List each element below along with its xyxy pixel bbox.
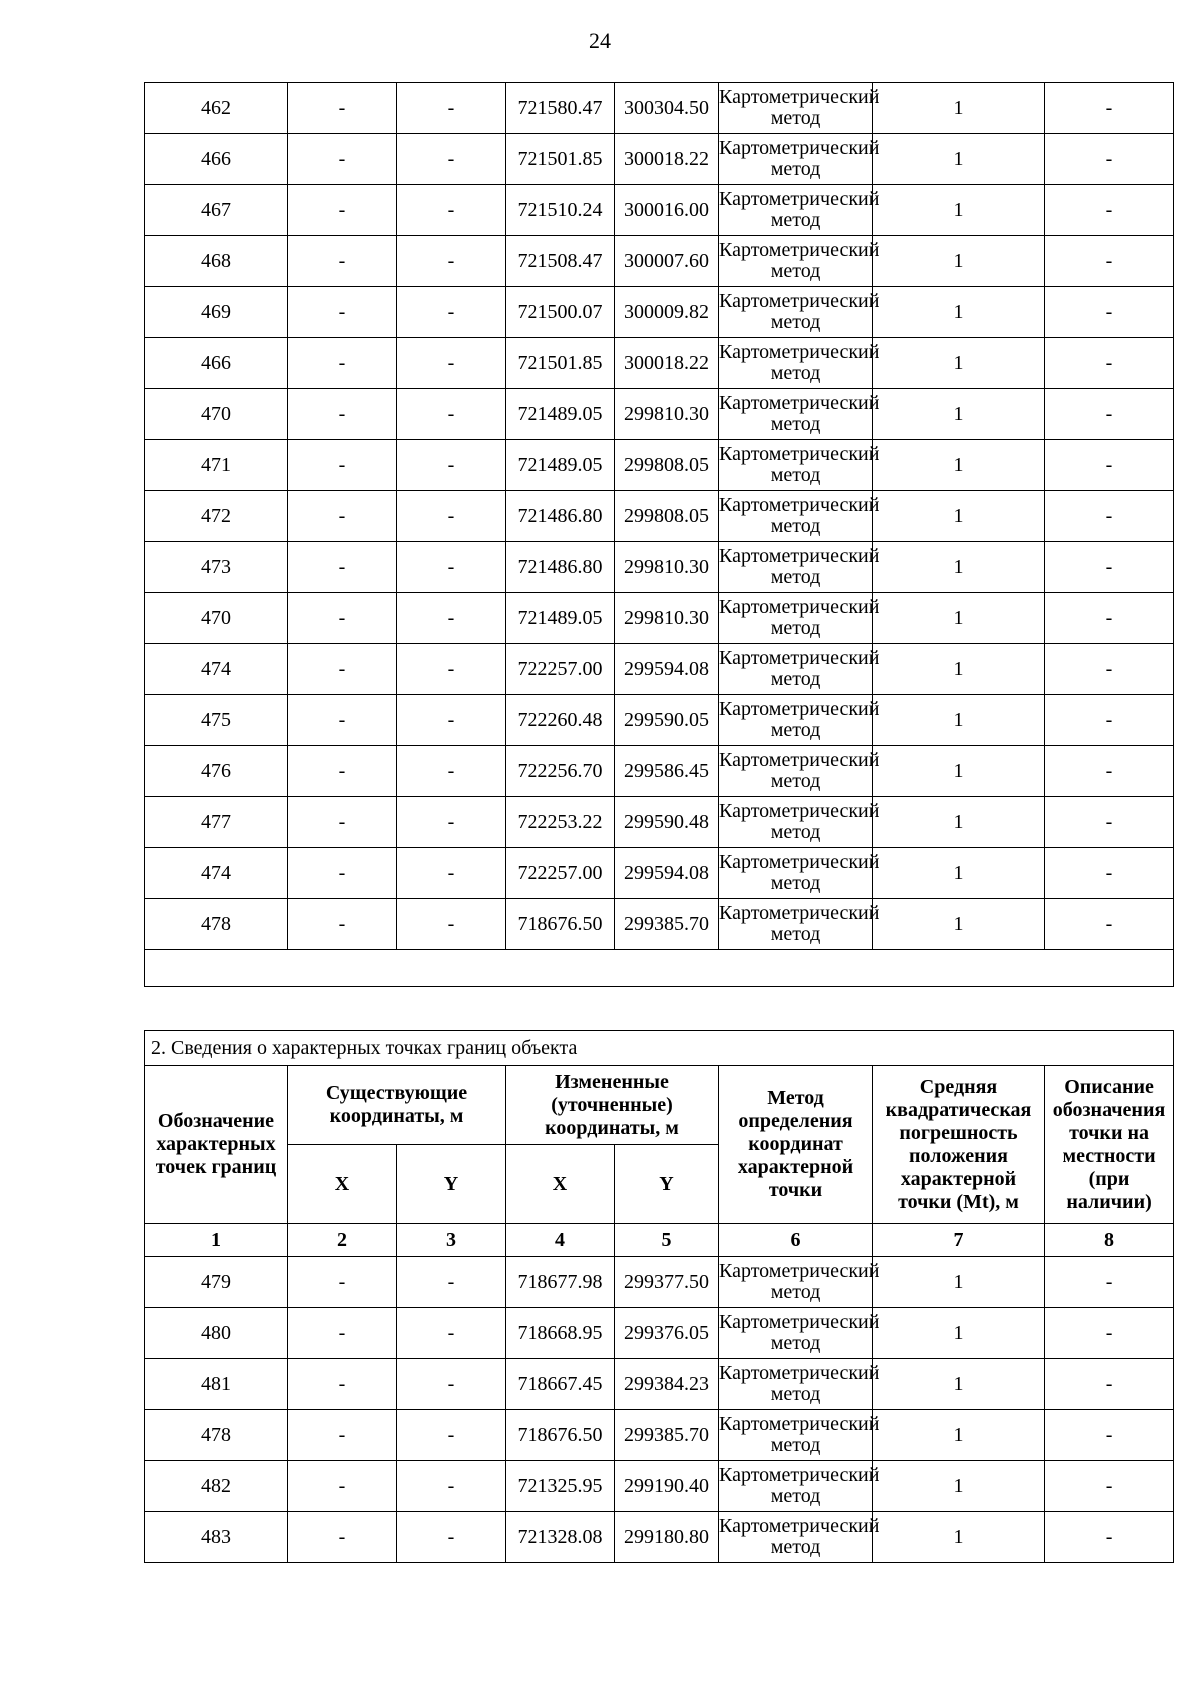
table-row [145,1257,1174,1308]
description-cell: - [1045,83,1174,134]
error-cell: 1 [873,1257,1045,1308]
page-number: 24 [589,28,611,53]
point-id-cell: 479 [145,1257,288,1308]
existing-x-cell: - [288,695,397,746]
point-id-cell: 483 [145,1512,288,1563]
point-id-cell: 478 [145,899,288,950]
point-id-cell: 478 [145,1410,288,1461]
point-id-cell: 470 [145,593,288,644]
changed-y-cell: 300007.60 [615,236,719,287]
table-row [145,797,1174,848]
existing-y-cell: - [397,491,506,542]
error-cell: 1 [873,440,1045,491]
header-error: Средняя квадратическая погрешность положения характерной точки (Mt), м [873,1066,1045,1224]
changed-x-cell: 722253.22 [506,797,615,848]
existing-y-cell: - [397,542,506,593]
error-cell: 1 [873,287,1045,338]
changed-y-cell: 299190.40 [615,1461,719,1512]
changed-x-cell: 722260.48 [506,695,615,746]
bottom-table-body [145,1257,1174,1563]
table-row [145,695,1174,746]
point-id-cell: 480 [145,1308,288,1359]
existing-x-cell: - [288,236,397,287]
point-id-cell: 481 [145,1359,288,1410]
changed-y-cell: 299590.48 [615,797,719,848]
table-row [145,1359,1174,1410]
table-row [145,134,1174,185]
method-cell: Картометрический метод [719,338,873,389]
existing-x-cell: - [288,1257,397,1308]
description-cell: - [1045,1410,1174,1461]
existing-x-cell: - [288,1461,397,1512]
changed-y-cell: 299594.08 [615,644,719,695]
error-cell: 1 [873,1461,1045,1512]
existing-x-cell: - [288,1512,397,1563]
method-cell: Картометрический метод [719,542,873,593]
existing-y-cell: - [397,338,506,389]
error-cell: 1 [873,542,1045,593]
existing-y-cell: - [397,746,506,797]
existing-x-cell: - [288,644,397,695]
description-cell: - [1045,1257,1174,1308]
existing-y-cell: - [397,389,506,440]
table-row [145,185,1174,236]
error-cell: 1 [873,746,1045,797]
error-cell: 1 [873,491,1045,542]
point-id-cell: 462 [145,83,288,134]
existing-x-cell: - [288,899,397,950]
method-cell: Картометрический метод [719,593,873,644]
table-row [145,1308,1174,1359]
error-cell: 1 [873,1308,1045,1359]
existing-y-cell: - [397,1410,506,1461]
changed-y-cell: 300016.00 [615,185,719,236]
coordinates-table-continued [144,82,1174,987]
column-number: 8 [1045,1224,1174,1257]
top-table-body [145,83,1174,987]
method-cell: Картометрический метод [719,389,873,440]
existing-y-cell: - [397,287,506,338]
empty-cell [145,950,1174,987]
changed-x-cell: 721500.07 [506,287,615,338]
method-cell: Картометрический метод [719,185,873,236]
existing-x-cell: - [288,185,397,236]
changed-y-cell: 299384.23 [615,1359,719,1410]
table-row [145,1410,1174,1461]
description-cell: - [1045,848,1174,899]
error-cell: 1 [873,695,1045,746]
empty-row [145,950,1174,987]
point-id-cell: 471 [145,440,288,491]
description-cell: - [1045,644,1174,695]
changed-y-cell: 299590.05 [615,695,719,746]
existing-y-cell: - [397,185,506,236]
changed-x-cell: 721489.05 [506,389,615,440]
table-row [145,338,1174,389]
description-cell: - [1045,542,1174,593]
table-row [145,899,1174,950]
existing-y-cell: - [397,797,506,848]
table-row [145,389,1174,440]
header-method: Метод определения координат характерной точки [719,1066,873,1224]
point-id-cell: 466 [145,338,288,389]
method-cell: Картометрический метод [719,848,873,899]
changed-x-cell: 721489.05 [506,440,615,491]
description-cell: - [1045,389,1174,440]
changed-y-cell: 299385.70 [615,1410,719,1461]
point-id-cell: 482 [145,1461,288,1512]
error-cell: 1 [873,644,1045,695]
existing-x-cell: - [288,338,397,389]
existing-y-cell: - [397,236,506,287]
table-row [145,287,1174,338]
error-cell: 1 [873,593,1045,644]
point-id-cell: 466 [145,134,288,185]
point-id-cell: 469 [145,287,288,338]
method-cell: Картометрический метод [719,1512,873,1563]
changed-x-cell: 721501.85 [506,338,615,389]
header-description: Описание обозначения точки на местности (при наличии) [1045,1066,1174,1224]
changed-x-cell: 721325.95 [506,1461,615,1512]
existing-y-cell: - [397,1359,506,1410]
changed-x-cell: 721328.08 [506,1512,615,1563]
point-id-cell: 475 [145,695,288,746]
existing-y-cell: - [397,1257,506,1308]
changed-y-cell: 299810.30 [615,542,719,593]
error-cell: 1 [873,389,1045,440]
changed-x-cell: 721580.47 [506,83,615,134]
changed-y-cell: 300304.50 [615,83,719,134]
method-cell: Картометрический метод [719,440,873,491]
description-cell: - [1045,134,1174,185]
existing-x-cell: - [288,389,397,440]
method-cell: Картометрический метод [719,644,873,695]
error-cell: 1 [873,185,1045,236]
changed-y-cell: 299808.05 [615,440,719,491]
point-id-cell: 474 [145,848,288,899]
boundary-points-table [144,1030,1174,1563]
header-existing-coordinates: Существующие координаты, м [288,1066,506,1145]
description-cell: - [1045,695,1174,746]
existing-x-cell: - [288,134,397,185]
header-changed-coordinates: Измененные (уточненные) координаты, м [506,1066,719,1145]
column-number: 1 [145,1224,288,1257]
method-cell: Картометрический метод [719,1257,873,1308]
description-cell: - [1045,338,1174,389]
method-cell: Картометрический метод [719,1308,873,1359]
point-id-cell: 472 [145,491,288,542]
table-row [145,848,1174,899]
method-cell: Картометрический метод [719,797,873,848]
existing-x-cell: - [288,848,397,899]
changed-x-cell: 718667.45 [506,1359,615,1410]
error-cell: 1 [873,134,1045,185]
changed-x-cell: 718676.50 [506,899,615,950]
existing-y-cell: - [397,848,506,899]
changed-y-cell: 299810.30 [615,593,719,644]
existing-y-cell: - [397,1461,506,1512]
error-cell: 1 [873,83,1045,134]
changed-y-cell: 299586.45 [615,746,719,797]
existing-y-cell: - [397,134,506,185]
error-cell: 1 [873,1359,1045,1410]
table-row [145,1461,1174,1512]
existing-y-cell: - [397,644,506,695]
changed-x-cell: 722256.70 [506,746,615,797]
point-id-cell: 473 [145,542,288,593]
existing-x-cell: - [288,83,397,134]
error-cell: 1 [873,236,1045,287]
existing-y-cell: - [397,1512,506,1563]
changed-x-cell: 718676.50 [506,1410,615,1461]
description-cell: - [1045,287,1174,338]
existing-x-cell: - [288,440,397,491]
point-id-cell: 470 [145,389,288,440]
table-row [145,236,1174,287]
description-cell: - [1045,440,1174,491]
section-title: 2. Сведения о характерных точках границ объекта [145,1031,1174,1066]
existing-y-cell: - [397,899,506,950]
method-cell: Картометрический метод [719,287,873,338]
header-existing-y: Y [397,1145,506,1224]
changed-x-cell: 721486.80 [506,491,615,542]
table-row [145,746,1174,797]
method-cell: Картометрический метод [719,236,873,287]
method-cell: Картометрический метод [719,746,873,797]
header-changed-y: Y [615,1145,719,1224]
column-number: 4 [506,1224,615,1257]
existing-y-cell: - [397,695,506,746]
table-row [145,83,1174,134]
method-cell: Картометрический метод [719,695,873,746]
table-row [145,644,1174,695]
changed-x-cell: 721508.47 [506,236,615,287]
column-number: 7 [873,1224,1045,1257]
table-row [145,440,1174,491]
changed-y-cell: 299808.05 [615,491,719,542]
existing-x-cell: - [288,287,397,338]
description-cell: - [1045,1461,1174,1512]
changed-y-cell: 299810.30 [615,389,719,440]
method-cell: Картометрический метод [719,83,873,134]
changed-y-cell: 300018.22 [615,338,719,389]
method-cell: Картометрический метод [719,1359,873,1410]
table-row [145,1512,1174,1563]
changed-x-cell: 718677.98 [506,1257,615,1308]
existing-y-cell: - [397,440,506,491]
changed-y-cell: 299377.50 [615,1257,719,1308]
description-cell: - [1045,797,1174,848]
existing-x-cell: - [288,797,397,848]
description-cell: - [1045,236,1174,287]
description-cell: - [1045,899,1174,950]
error-cell: 1 [873,848,1045,899]
table-row [145,491,1174,542]
changed-x-cell: 721486.80 [506,542,615,593]
description-cell: - [1045,593,1174,644]
column-number: 3 [397,1224,506,1257]
method-cell: Картометрический метод [719,491,873,542]
method-cell: Картометрический метод [719,1410,873,1461]
description-cell: - [1045,1359,1174,1410]
description-cell: - [1045,1308,1174,1359]
method-cell: Картометрический метод [719,1461,873,1512]
error-cell: 1 [873,1410,1045,1461]
changed-y-cell: 299594.08 [615,848,719,899]
description-cell: - [1045,1512,1174,1563]
changed-y-cell: 299385.70 [615,899,719,950]
existing-x-cell: - [288,491,397,542]
changed-y-cell: 300009.82 [615,287,719,338]
point-id-cell: 477 [145,797,288,848]
method-cell: Картометрический метод [719,899,873,950]
column-number: 2 [288,1224,397,1257]
method-cell: Картометрический метод [719,134,873,185]
changed-x-cell: 721489.05 [506,593,615,644]
changed-y-cell: 299376.05 [615,1308,719,1359]
changed-x-cell: 722257.00 [506,848,615,899]
existing-x-cell: - [288,542,397,593]
existing-x-cell: - [288,593,397,644]
existing-x-cell: - [288,1308,397,1359]
table-row [145,542,1174,593]
description-cell: - [1045,185,1174,236]
error-cell: 1 [873,338,1045,389]
error-cell: 1 [873,899,1045,950]
existing-y-cell: - [397,593,506,644]
header-changed-x: X [506,1145,615,1224]
changed-x-cell: 721501.85 [506,134,615,185]
description-cell: - [1045,746,1174,797]
existing-x-cell: - [288,746,397,797]
changed-y-cell: 300018.22 [615,134,719,185]
changed-x-cell: 722257.00 [506,644,615,695]
point-id-cell: 474 [145,644,288,695]
existing-y-cell: - [397,1308,506,1359]
column-number: 6 [719,1224,873,1257]
point-id-cell: 467 [145,185,288,236]
header-designation: Обозначение характерных точек границ [145,1066,288,1224]
existing-x-cell: - [288,1359,397,1410]
table-row [145,593,1174,644]
changed-x-cell: 718668.95 [506,1308,615,1359]
description-cell: - [1045,491,1174,542]
column-number: 5 [615,1224,719,1257]
point-id-cell: 476 [145,746,288,797]
point-id-cell: 468 [145,236,288,287]
existing-y-cell: - [397,83,506,134]
error-cell: 1 [873,797,1045,848]
header-existing-x: X [288,1145,397,1224]
changed-x-cell: 721510.24 [506,185,615,236]
error-cell: 1 [873,1512,1045,1563]
existing-x-cell: - [288,1410,397,1461]
changed-y-cell: 299180.80 [615,1512,719,1563]
